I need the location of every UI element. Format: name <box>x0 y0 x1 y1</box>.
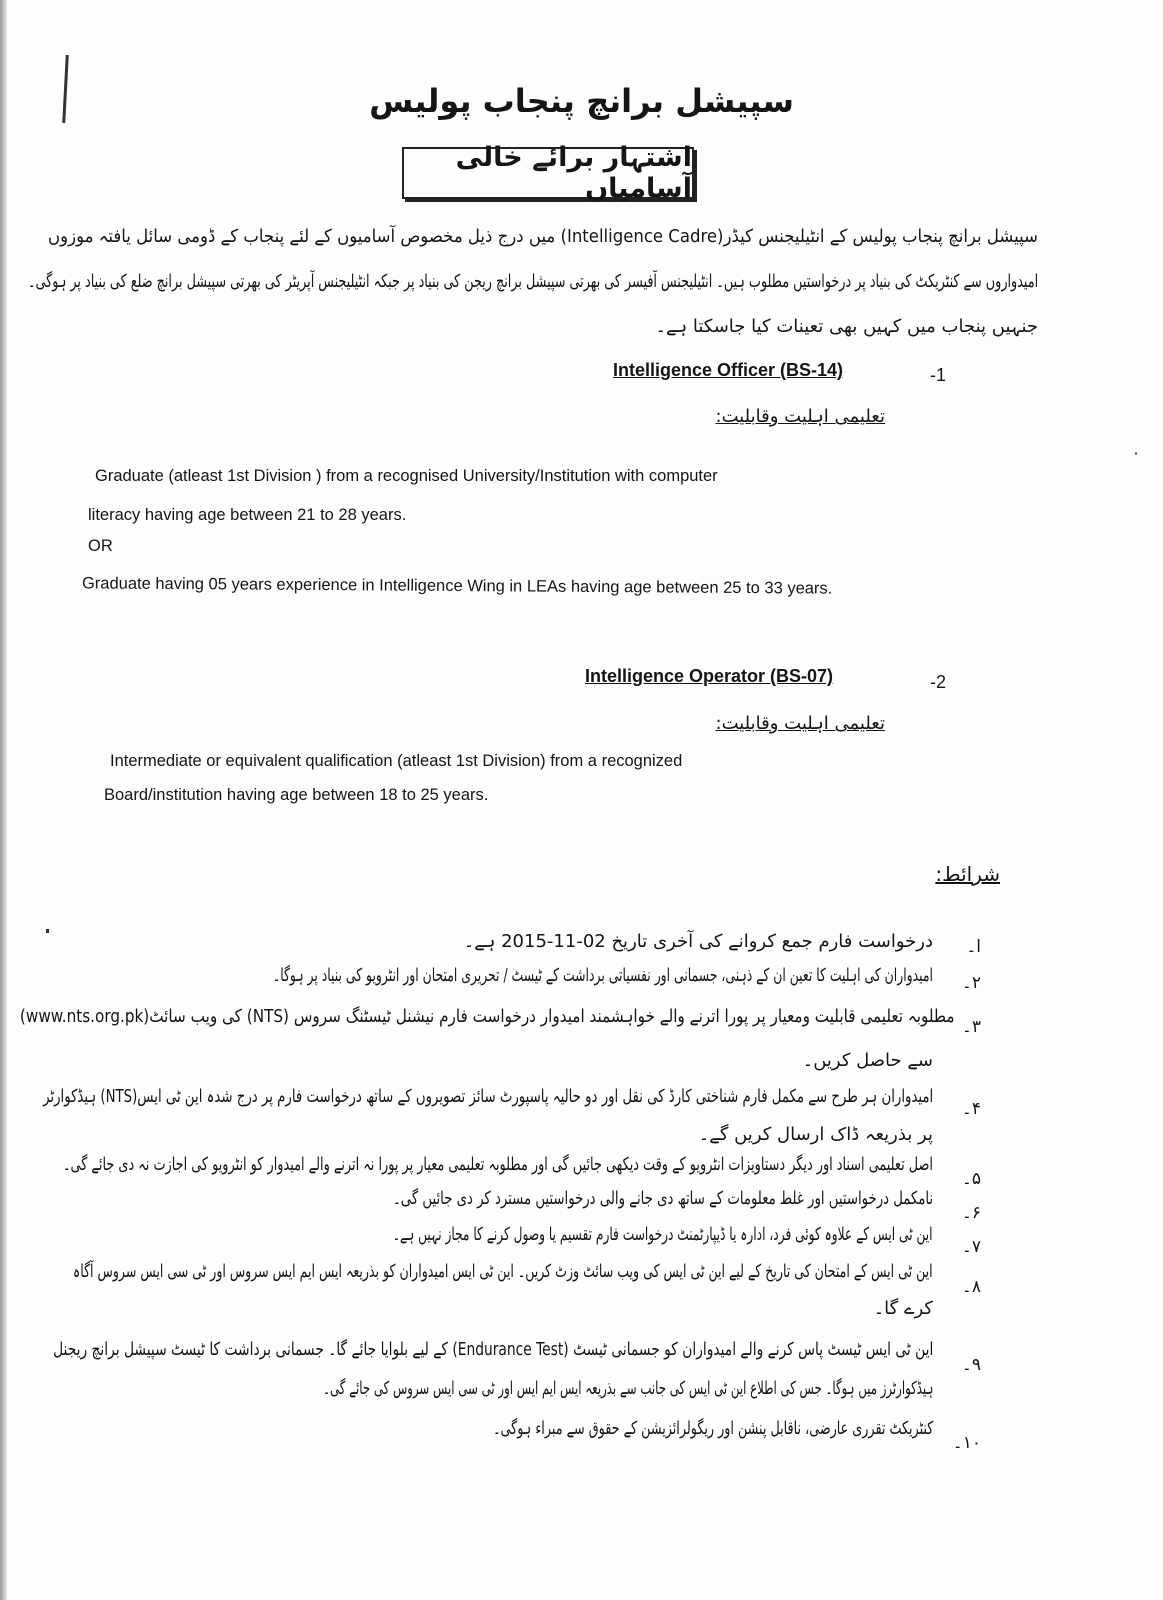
condition-number: ۸۔ <box>961 1277 981 1297</box>
qualification-line: Board/institution having age between 18 to 25 years. <box>104 786 489 804</box>
condition-text: امیدواران کی اہلیت کا تعین ان کے ذہنی، جسمانی اور نفسیاتی برداشت کے ٹیسٹ / تحریری امتحان اور انٹرویو کی بنیاد پر ہوگا۔ <box>273 965 933 986</box>
condition-text: این ٹی ایس کے امتحان کی تاریخ کے لیے این ٹی ایس کی ویب سائٹ وزٹ کریں۔ این ٹی ایس امیدواران کو بذریعہ ایس ایم ایس سروس اور ٹی سی ایس سروس آگاہ <box>73 1261 933 1282</box>
qualification-line: Intermediate or equivalent qualification (atleast 1st Division) from a recognized <box>110 752 683 770</box>
condition-number: ا۔ <box>966 937 981 957</box>
condition-text: این ٹی ایس کے علاوہ کوئی فرد، ادارہ یا ڈیپارٹمنٹ درخواست فارم تقسیم یا وصول کرنے کا مجاز نہیں ہے۔ <box>393 1224 933 1245</box>
condition-text: نامکمل درخواستیں اور غلط معلومات کے ساتھ دی جانے والی درخواستیں مسترد کر دی جائیں گی۔ <box>392 1188 933 1209</box>
intro-line: امیدواروں سے کنٹریکٹ کی بنیاد پر درخواستیں مطلوب ہیں۔ انٹیلیجنس آفیسر کی بھرتی سپیشل برانچ ریجن کی بنیاد پر جبکہ انٹیلیجنس آپریٹر کی بھرتی سپیشل برانچ ضلع کی بنیاد پر ہوگی۔ <box>27 271 1038 292</box>
condition-text: کرے گا۔ <box>873 1298 933 1319</box>
condition-text: مطلوبہ تعلیمی قابلیت ومعیار پر پورا اترنے والے خواہشمند امیدوار درخواست فارم نیشنل ٹیسٹنگ سروس (NTS) کی ویب سائٹ(www.nts.org.pk) <box>20 1006 955 1027</box>
condition-text: درخواست فارم جمع کروانے کی آخری تاریخ 02-11-2015 ہے۔ <box>463 931 933 952</box>
advertisement-heading: اشتہار برائے خالی آسامیاں <box>455 142 692 204</box>
scan-speck <box>1135 452 1137 455</box>
conditions-heading: شرائط: <box>935 862 1000 886</box>
condition-number: ۱۰۔ <box>952 1433 981 1453</box>
condition-text: ہیڈکوارٹرز میں ہوگا۔ جس کی اطلاع این ٹی ایس کی جانب سے بذریعہ ایس ایم ایس اور ٹی سی ایس سروس کی جائے گی۔ <box>322 1378 933 1399</box>
intro-line: جنہیں پنجاب میں کہیں بھی تعینات کیا جاسکتا ہے۔ <box>655 316 1038 337</box>
condition-number: ۵۔ <box>961 1169 981 1189</box>
qualification-line: Graduate (atleast 1st Division ) from a recognised University/Institution with computer <box>95 467 718 485</box>
condition-number: ۲۔ <box>961 973 981 993</box>
condition-number: ۷۔ <box>961 1237 981 1257</box>
condition-text: امیدواران ہر طرح سے مکمل فارم شناختی کارڈ کی نقل اور دو حالیہ پاسپورٹ سائز تصویروں کے ساتھ درخواست فارم پر درج شدہ این ٹی ایس(NTS) ہیڈکوارٹر <box>42 1086 933 1107</box>
condition-number: ۶۔ <box>961 1203 981 1223</box>
condition-number: ۳۔ <box>961 1017 981 1037</box>
condition-text: کنٹریکٹ تقرری عارضی، ناقابل پنشن اور ریگولرائزیشن کے حقوق سے مبراء ہوگی۔ <box>492 1418 933 1439</box>
condition-text: این ٹی ایس ٹیسٹ پاس کرنے والے امیدواران کو جسمانی ٹیسٹ (Endurance Test) کے لیے بلوایا جائے گا۔ جسمانی برداشت کا ٹیسٹ سپیشل برانچ ریجنل <box>52 1339 933 1360</box>
scan-speck <box>46 929 49 933</box>
advertisement-heading-box <box>402 142 694 204</box>
scan-edge <box>0 0 7 1600</box>
condition-text: سے حاصل کریں۔ <box>802 1050 933 1071</box>
post-title: Intelligence Operator (BS-07) <box>585 666 834 686</box>
condition-number: ۹۔ <box>961 1355 981 1375</box>
condition-number: ۴۔ <box>961 1099 981 1119</box>
document-title: سپیشل برانچ پنجاب پولیس <box>369 82 794 120</box>
post-number: -1 <box>930 365 947 385</box>
condition-text: پر بذریعہ ڈاک ارسال کریں گے۔ <box>698 1124 933 1145</box>
qualification-line: OR <box>88 537 113 555</box>
qualification-heading: تعلیمی اہلیت وقابلیت: <box>715 713 885 734</box>
qualification-line: literacy having age between 21 to 28 years. <box>88 506 407 524</box>
condition-text: اصل تعلیمی اسناد اور دیگر دستاویزات انٹرویو کے وقت دیکھی جائیں گی اور مطلوبہ تعلیمی معیار پر پورا نہ اترنے والے امیدوار کو انٹرویو کی اجازت نہ دی جائے گی۔ <box>63 1154 933 1175</box>
qualification-heading: تعلیمی اہلیت وقابلیت: <box>715 406 885 427</box>
post-number: -2 <box>930 672 947 692</box>
intro-line: سپیشل برانچ پنجاب پولیس کے انٹیلیجنس کیڈر(Intelligence Cadre) میں درج ذیل مخصوص آسامیوں کے لئے پنجاب کے ڈومی سائل یافتہ موزوں <box>48 226 1038 247</box>
qualification-line: Graduate having 05 years experience in Intelligence Wing in LEAs having age between 25 to 33 years. <box>81 574 833 598</box>
post-title: Intelligence Officer (BS-14) <box>613 360 844 380</box>
